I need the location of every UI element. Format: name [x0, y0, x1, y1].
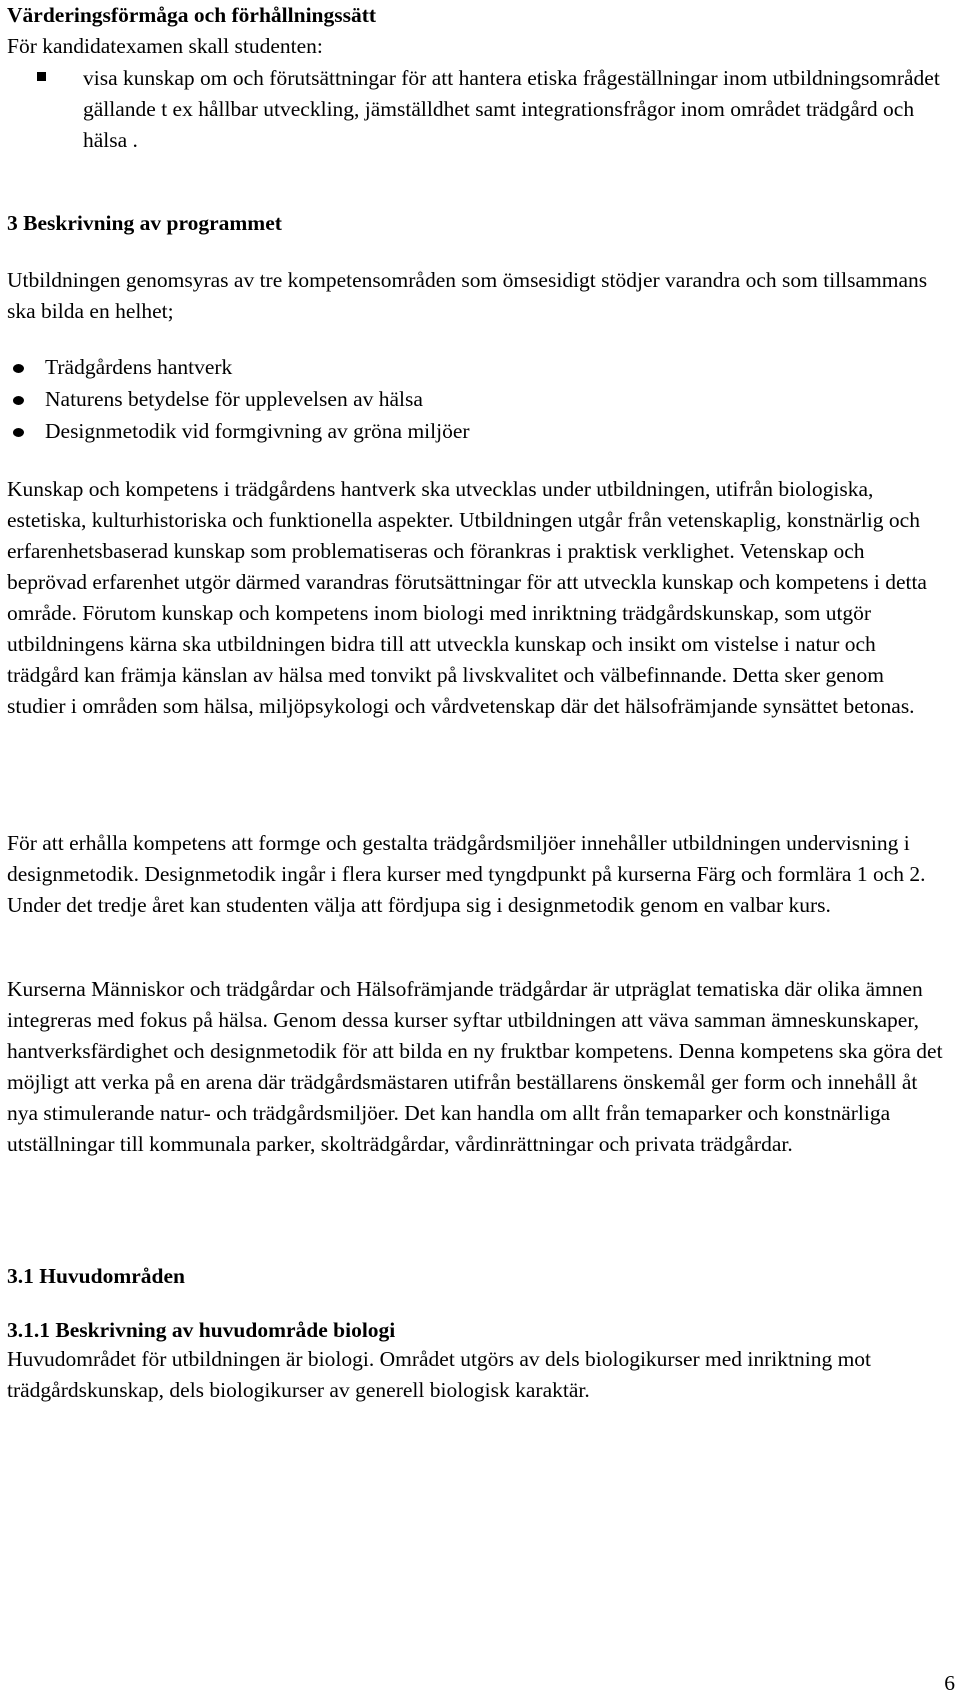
- competence-area-label: Designmetodik vid formgivning av gröna miljöer: [45, 419, 470, 443]
- competence-area-item: [7, 352, 947, 384]
- chapter-heading: 3 Beskrivning av programmet: [7, 211, 282, 235]
- competence-area-label: Naturens betydelse för upplevelsen av hälsa: [45, 387, 423, 411]
- section-heading: Värderingsförmåga och förhållningssätt: [7, 3, 377, 27]
- square-list-item: [7, 63, 947, 156]
- page-number: 6: [944, 1671, 955, 1695]
- square-list-item-text: visa kunskap om och förutsättningar för att hantera etiska frågeställningar inom utbildningsområdet gällande t ex hållbar utveckling, jämställdhet samt integrationsfrågor inom området trädgård och hälsa .: [83, 66, 940, 152]
- paragraph-courses: Kurserna Människor och trädgårdar och Hälsofrämjande trädgårdar är utpräglat tematiska där olika ämnen integreras med fokus på hälsa. Genom dessa kurser syftar utbildningen att väva samman ämneskunskaper, hantverksfärdighet och designmetodik för att bilda en ny fruktbar kompetens. Denna kompetens ska göra det möjligt att verka på en arena där trädgårdsmästaren utifrån beställarens önskemål ger form och innehåll åt nya stimulerande natur- och trädgårdsmiljöer. Det kan handla om allt från temaparker och konstnärliga utställningar till kommunala parker, skolträdgårdar, vårdinrättningar och privata trädgårdar.: [7, 977, 943, 1156]
- square-bullet-list: [7, 63, 947, 156]
- paragraph-design: För att erhålla kompetens att formge och gestalta trädgårdsmiljöer innehåller utbildningen undervisning i designmetodik. Designmetodik ingår i flera kurser med tyngdpunkt på kurserna Färg och formlära 1 och 2. Under det tredje året kan studenten välja att fördjupa sig i designmetodik genom en valbar kurs.: [7, 831, 926, 917]
- subsection-heading: 3.1 Huvudområden: [7, 1264, 186, 1288]
- round-bullet-icon: [13, 364, 24, 373]
- round-bullet-icon: [13, 396, 24, 405]
- competence-area-item: [7, 416, 947, 448]
- chapter-intro: Utbildningen genomsyras av tre kompetensområden som ömsesidigt stödjer varandra och som tillsammans ska bilda en helhet;: [7, 268, 928, 323]
- competence-area-list: [7, 352, 947, 448]
- subsubsection-heading: 3.1.1 Beskrivning av huvudområde biologi: [7, 1318, 396, 1342]
- paragraph-craft: Kunskap och kompetens i trädgårdens hantverk ska utvecklas under utbildningen, utifrån biologiska, estetiska, kulturhistoriska och funktionella aspekter. Utbildningen utgår från vetenskaplig, konstnärlig och erfarenhetsbaserad kunskap som problematiseras och förankras i praktisk verklighet. Vetenskap och beprövad erfarenhet utgör därmed varandras förutsättningar för att utveckla kunskap och kompetens i detta område. Förutom kunskap och kompetens inom biologi med inriktning trädgårdskunskap, som utgör utbildningens kärna ska utbildningen bidra till att utveckla kunskap och insikt om vistelse i natur och trädgård kan främja känslan av hälsa med tonvikt på livskvalitet och välbefinnande. Detta sker genom studier i områden som hälsa, miljöpsykologi och vårdvetenskap där det hälsofrämjande synsättet betonas.: [7, 477, 927, 718]
- competence-area-item: [7, 384, 947, 416]
- competence-area-label: Trädgårdens hantverk: [45, 355, 233, 379]
- intro-line: För kandidatexamen skall studenten:: [7, 34, 323, 58]
- square-bullet-icon: [37, 72, 46, 81]
- round-bullet-icon: [13, 428, 24, 437]
- paragraph-biology: Huvudområdet för utbildningen är biologi. Området utgörs av dels biologikurser med inriktning mot trädgårdskunskap, dels biologikurser av generell biologisk karaktär.: [7, 1347, 872, 1402]
